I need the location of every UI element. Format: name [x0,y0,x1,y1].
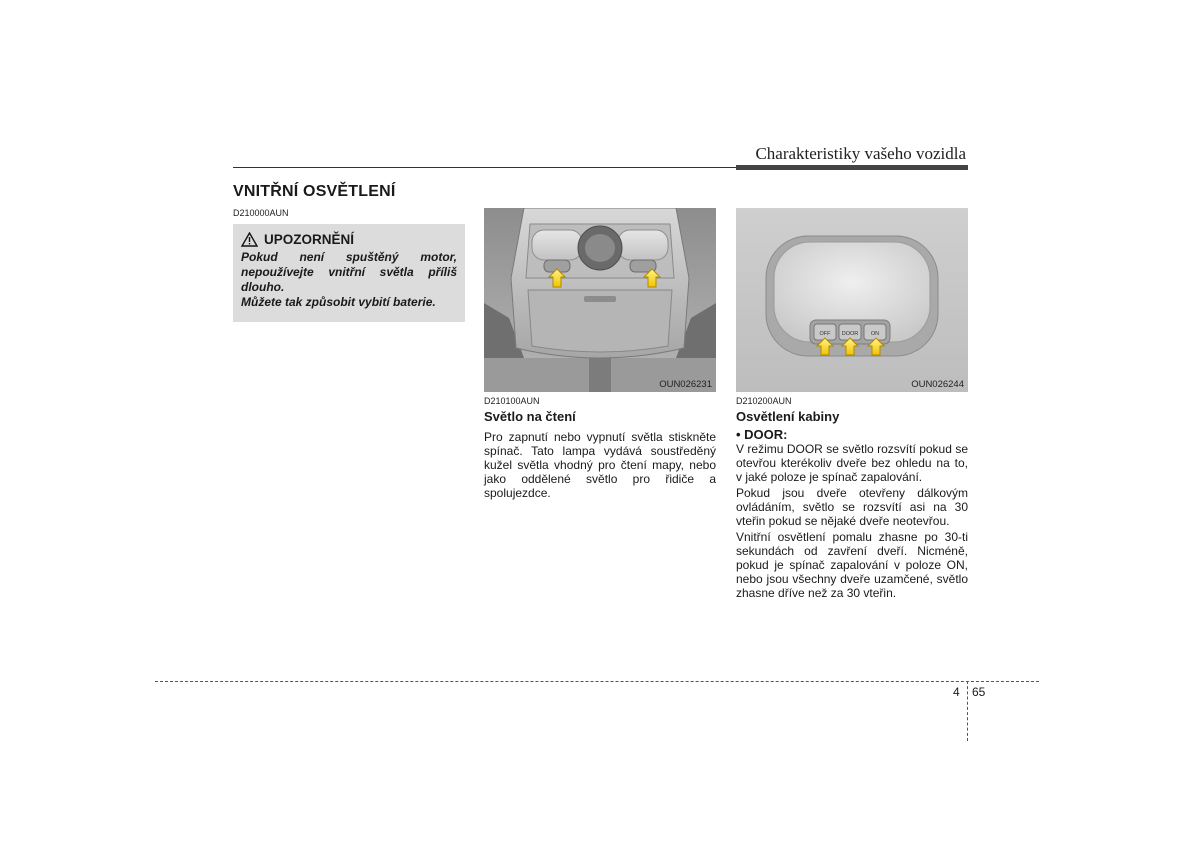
figure-code: OUN026231 [659,379,712,390]
cabin-light-paragraph: Pokud jsou dveře otevřeny dálkovým ovládáním, světlo se rozsvítí asi na 30 vteřin pokud se nějaké dveře neotevřou. [736,486,968,528]
cabin-light-title: Osvětlení kabiny [736,409,840,424]
cabin-lamp-photo [736,208,968,392]
cabin-light-code: D210200AUN [736,396,792,406]
header-rule-accent [736,165,968,170]
reading-light-code: D210100AUN [484,396,540,406]
footer-divider [967,681,968,741]
section-title: VNITŘNÍ OSVĚTLENÍ [233,183,396,200]
warning-line: Pokud není spuštěný motor, [241,250,457,264]
section-code: D210000AUN [233,208,289,218]
off-button-label: OFF [819,331,831,337]
warning-box [233,224,465,322]
warning-line: dlouho. [241,280,285,294]
door-bullet-heading: • DOOR: [736,427,788,442]
chapter-title: Charakteristiky vašeho vozidla [755,144,966,163]
reading-lamp-illustration [484,208,716,392]
reading-light-text: Pro zapnutí nebo vypnutí světla stiskněte spínač. Tato lampa vydává soustředěný kužel světla vhodný pro čtení mapy, nebo jako oddělené světlo pro řidiče a spolujezdce. [484,430,716,500]
cabin-light-body [736,428,968,602]
footer-rule [155,681,1039,682]
cabin-light-paragraph: Vnitřní osvětlení pomalu zhasne po 30-ti sekundách od zavření dveří. Nicméně, pokud je spínač zapalování v poloze ON, nebo jsou všechny dveře uzamčené, světlo zhasne dříve než za 30 vteřin. [736,530,968,600]
warning-line: nepoužívejte vnitřní světla příliš [241,265,457,279]
figure-code: OUN026244 [911,379,964,390]
on-button-label: ON [870,331,880,337]
cabin-lamp-illustration [736,208,968,392]
reading-light-title: Světlo na čtení [484,409,576,424]
warning-title: UPOZORNĚNÍ [264,232,355,247]
door-button-label: DOOR [841,331,859,337]
cabin-light-paragraph: V režimu DOOR se světlo rozsvítí pokud se otevřou kterékoliv dveře bez ohledu na to, v jaké poloze je spínač zapalování. [736,442,968,484]
chapter-number: 4 [953,685,960,699]
warning-line: Můžete tak způsobit vybití baterie. [241,295,436,309]
page-number: 65 [972,685,986,699]
reading-lamp-photo [484,208,716,392]
warning-triangle-icon [241,232,258,247]
